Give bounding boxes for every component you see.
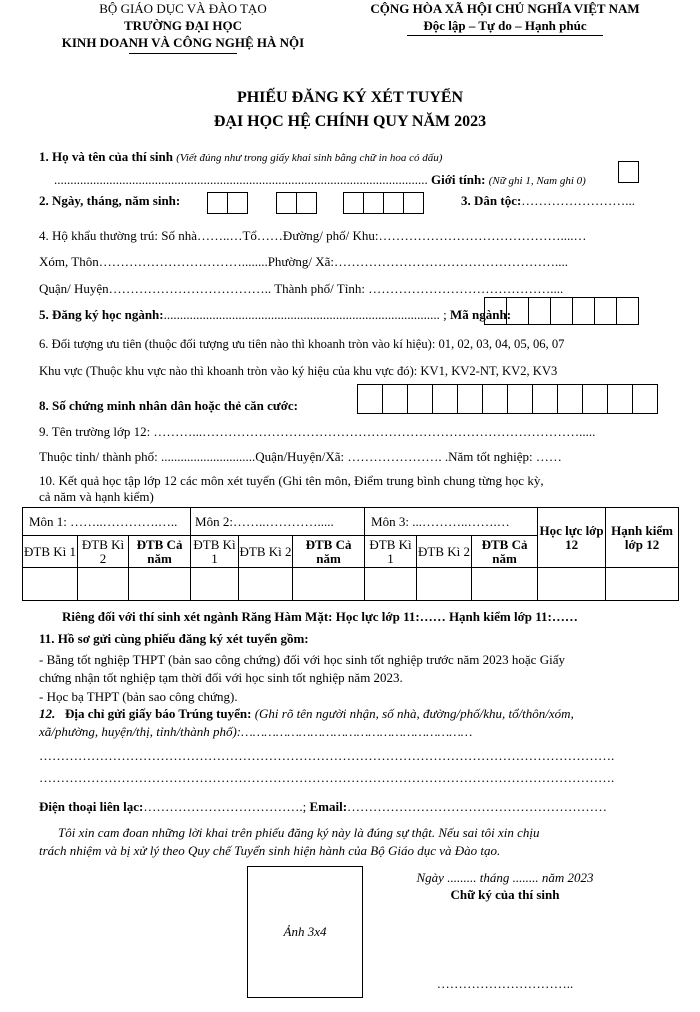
digit-box[interactable] [207,192,228,214]
q12-dots1[interactable]: ……………………………………………………………………………………………………………………. [39,748,615,763]
rhm-note-text: Riêng đối với thí sinh xét ngành Răng Hàm Mặt: Học lực lớp 11:…… Hạnh kiểm lớp 11:…… [62,609,578,624]
col-header: ĐTB Kì 1 [191,536,239,568]
gender-box[interactable] [618,161,639,183]
col-header: ĐTB Kì 1 [365,536,417,568]
digit-box[interactable] [506,297,529,325]
school-name-line1: TRƯỜNG ĐẠI HỌC [124,18,242,33]
signature-label: Chữ ký của thí sinh [450,887,560,902]
digit-box[interactable] [296,192,317,214]
col-header: ĐTB Cả năm [129,536,191,568]
q3-ethnicity[interactable] [461,193,635,209]
rhm-note[interactable] [62,609,578,625]
dob-year-boxes[interactable] [344,192,424,214]
q12-note-a: (Ghi rõ tên người nhận, số nhà, đường/phố/khu, tổ/thôn/xóm, [254,706,574,721]
header-right-underline [407,35,603,36]
digit-box[interactable] [403,192,424,214]
digit-box[interactable] [383,192,404,214]
q1-name-field[interactable] [54,172,586,188]
pledge-line1: Tôi xin cam đoan những lời khai trên phiếu đăng ký này là đúng sự thật. Nếu sai tôi xin chịu [58,825,540,840]
digit-box[interactable] [432,384,458,414]
email-label: Email: [309,799,348,814]
q1-label: 1. Họ và tên của thí sinh [39,149,173,164]
q6-region: Khu vực (Thuộc khu vực nào thì khoanh tròn vào ký hiệu của khu vực đó): KV1, KV2-NT, KV2, KV3 [39,364,558,378]
id-number-boxes[interactable] [358,384,658,414]
major-code-label: Mã ngành: [450,307,512,322]
q5-label: 5. Đăng ký học ngành: [39,307,164,322]
digit-box[interactable] [528,297,551,325]
q11-label: 11. Hồ sơ gửi cùng phiếu đăng ký xét tuyển gồm: [39,631,309,646]
digit-box[interactable] [276,192,297,214]
q4-line3[interactable]: Quận/ Huyện……………………………….. Thành phố/ Tỉnh: …………………………………….... [39,281,564,296]
dob-day-boxes[interactable] [208,192,248,214]
digit-box[interactable] [507,384,533,414]
grade-cell[interactable] [417,568,472,601]
q5-dots: ..................................................................................... ; [163,307,447,322]
subject3-name[interactable]: Môn 3: ...………..…….… [365,508,538,536]
digit-box[interactable] [484,297,507,325]
digit-box[interactable] [343,192,364,214]
header-left-underline [129,53,237,54]
q11-item1a: - Bằng tốt nghiệp THPT (bản sao công chứng) đối với học sinh tốt nghiệp trước năm 2023 hoặc Giấy [39,652,565,667]
contact-row[interactable] [39,799,607,815]
q1-name-dots: ................................................................................................................... [54,172,428,187]
q6-priority: 6. Đối tượng ưu tiên (thuộc đối tượng ưu tiên nào thì khoanh tròn vào kí hiệu): 01, 02, 03, 04, 05, 06, 07 [39,337,565,351]
digit-box[interactable] [357,384,383,414]
ministry-name: BỘ GIÁO DỤC VÀ ĐÀO TẠO [99,1,267,16]
digit-box[interactable] [594,297,617,325]
q12-note-b[interactable]: xã/phường, huyện/thị, tỉnh/thành phố):…………………………………………………… [39,724,473,739]
q12-row [39,706,574,722]
digit-box[interactable] [632,384,658,414]
digit-box[interactable] [382,384,408,414]
q3-dots: ……………………... [521,193,636,208]
form-title-line2: ĐẠI HỌC HỆ CHÍNH QUY NĂM 2023 [213,113,487,130]
grade-cell[interactable] [191,568,239,601]
q1-row [39,149,442,165]
grade-cell[interactable] [538,568,606,601]
hoc-luc-header: Học lực lớp 12 [538,508,606,568]
q1-note: (Viết đúng như trong giấy khai sinh bằng chữ in hoa có dấu) [176,152,443,164]
subject1-name[interactable]: Môn 1: ……..………….….. [23,508,191,536]
gender-label: Giới tính: [431,172,486,187]
digit-box[interactable] [532,384,558,414]
col-header: ĐTB Cả năm [293,536,365,568]
grade-cell[interactable] [129,568,191,601]
grade-cell[interactable] [23,568,78,601]
grade-cell[interactable] [365,568,417,601]
digit-box[interactable] [457,384,483,414]
digit-box[interactable] [482,384,508,414]
q12-num: 12. [39,706,56,721]
motto: Độc lập – Tự do – Hạnh phúc [423,18,587,33]
digit-box[interactable] [616,297,639,325]
digit-box[interactable] [607,384,633,414]
q2-label: 2. Ngày, tháng, năm sinh: [39,193,181,208]
grade-cell[interactable] [472,568,538,601]
photo-label: Ảnh 3x4 [283,924,327,939]
grades-table [22,507,679,601]
gender-note: (Nữ ghi 1, Nam ghi 0) [488,175,586,187]
digit-box[interactable] [363,192,384,214]
digit-box[interactable] [407,384,433,414]
digit-box[interactable] [582,384,608,414]
subject2-name[interactable]: Môn 2:……..…………..... [191,508,365,536]
q10-line2: cả năm và hạnh kiểm) [39,489,154,504]
signature-date: Ngày ......... tháng ........ năm 2023 [416,870,594,885]
col-header: ĐTB Kì 1 [23,536,78,568]
q3-label: 3. Dân tộc: [461,193,522,208]
q9-school[interactable]: 9. Tên trường lớp 12: ………...……………………………………………………………………………..... [39,424,596,439]
q4-line1[interactable]: 4. Hộ khẩu thường trú: Số nhà……..…Tổ……Đường/ phố/ Khu:……………………………………....… [39,228,587,243]
q8-label: 8. Số chứng minh nhân dân hoặc thẻ căn cước: [39,398,299,413]
pledge-line2: trách nhiệm và bị xử lý theo Quy chế Tuyển sinh hiện hành của Bộ Giáo dục và Đào tạo. [39,843,501,858]
form-title-line1: PHIẾU ĐĂNG KÝ XÉT TUYỂN [236,89,464,106]
grade-cell[interactable] [78,568,129,601]
col-header: ĐTB Kì 2 [239,536,293,568]
grade-cell[interactable] [606,568,679,601]
q4-line2[interactable]: Xóm, Thôn……………………………........Phường/ Xã:…………………………………………….... [39,254,568,269]
digit-box[interactable] [550,297,573,325]
grade-cell[interactable] [293,568,365,601]
photo-placeholder[interactable] [247,866,363,998]
q12-label: Địa chỉ gửi giấy báo Trúng tuyển: [65,706,252,721]
phone-dots: ……………………………….; [143,799,307,814]
dob-month-boxes[interactable] [277,192,317,214]
hanh-kiem-header: Hạnh kiểm lớp 12 [606,508,679,568]
col-header: ĐTB Cả năm [472,536,538,568]
major-code-boxes[interactable] [485,297,639,325]
col-header: ĐTB Kì 2 [417,536,472,568]
digit-box[interactable] [572,297,595,325]
phone-label: Điện thoại liên lạc: [39,799,144,814]
signature-line[interactable]: ………………………….. [436,976,574,991]
col-header: ĐTB Kì 2 [78,536,129,568]
q11-item2: - Học bạ THPT (bản sao công chứng). [39,689,238,704]
q12-dots2[interactable]: ……………………………………………………………………………………………………………………. [39,770,615,785]
q5-row[interactable] [39,307,511,323]
republic-name: CỘNG HÒA XÃ HỘI CHỦ NGHĨA VIỆT NAM [370,1,640,16]
school-name-line2: KINH DOANH VÀ CÔNG NGHỆ HÀ NỘI [61,35,305,50]
digit-box[interactable] [557,384,583,414]
q9-location[interactable]: Thuộc tỉnh/ thành phố: .............................Quận/Huyện/Xã: …………………. .Năm tốt nghiệp: …… [39,449,562,464]
q11-item1b: chứng nhận tốt nghiệp tạm thời đối với học sinh tốt nghiệp năm 2023. [39,670,403,685]
q10-line1: 10. Kết quả học tập lớp 12 các môn xét tuyển (Ghi tên môn, Điểm trung bình chung từng học kỳ, [39,473,544,488]
digit-box[interactable] [227,192,248,214]
email-dots: …………………………………………………… [347,799,608,814]
grade-cell[interactable] [239,568,293,601]
